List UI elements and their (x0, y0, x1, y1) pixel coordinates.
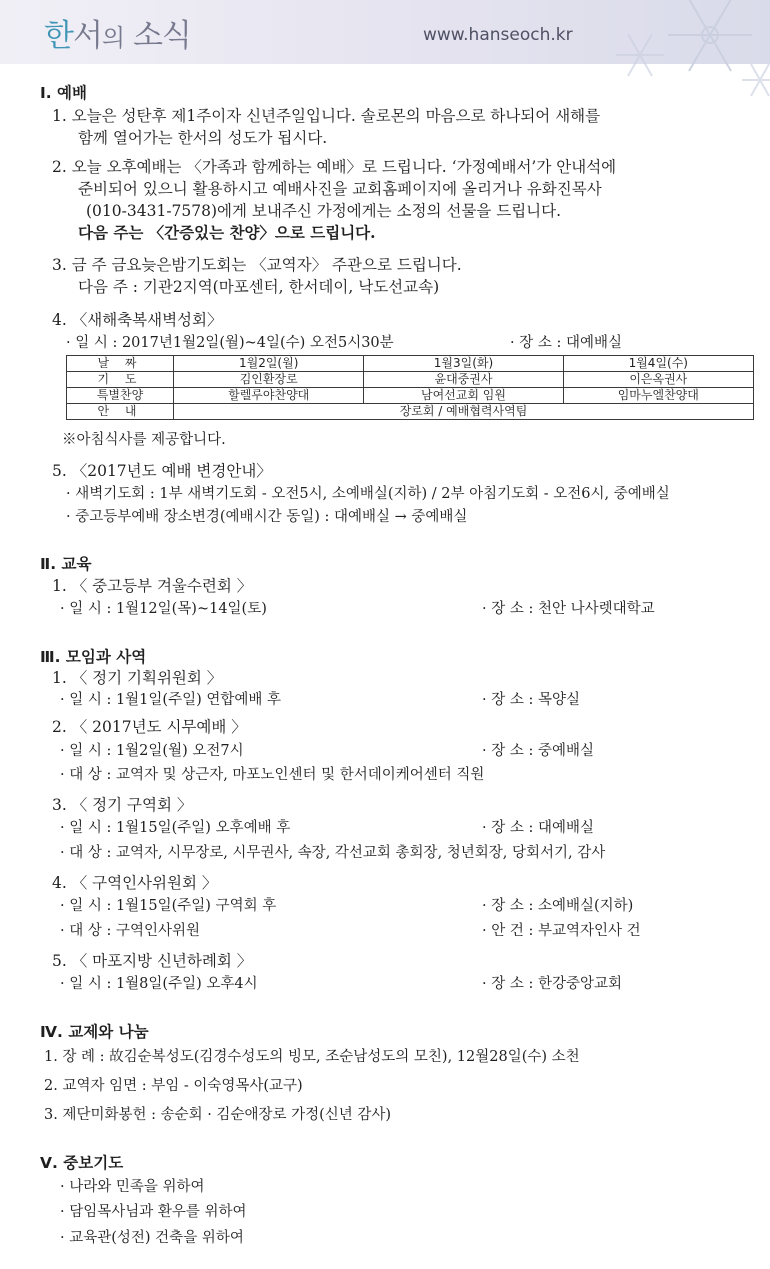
meeting-item-1-place: · 장 소 : 목양실 (482, 692, 580, 708)
fellowship-item-2: 2. 교역자 임면 : 부임 - 이숙영목사(교구) (44, 1078, 303, 1094)
worship-item-5-line3: · 중고등부예배 장소변경(예배시간 동일) : 대예배실 → 중예배실 (66, 509, 468, 525)
table-cell: 1월3일(화) (364, 356, 563, 372)
table-cell: 할렐루야찬양대 (174, 388, 364, 404)
worship-item-4-title: 4. 〈새해축복새벽성회〉 (52, 311, 223, 329)
prayer-item-2: · 담임목사님과 환우를 위하여 (60, 1204, 247, 1220)
table-row (67, 388, 754, 404)
meeting-item-4-agenda: · 안 건 : 부교역자인사 건 (482, 923, 641, 939)
worship-item-3-line1: 3. 금 주 금요늦은밤기도회는 〈교역자〉 주관으로 드립니다. (52, 256, 462, 274)
education-item-1-title: 1. 〈 중고등부 겨울수련회 〉 (52, 577, 253, 595)
prayer-item-1: · 나라와 민족을 위하여 (60, 1179, 205, 1195)
meeting-item-2-target: · 대 상 : 교역자 및 상근자, 마포노인센터 및 한서데이케어센터 직원 (60, 767, 485, 783)
meeting-item-1-title: 1. 〈 정기 기획위원회 〉 (52, 669, 223, 687)
meeting-item-4-place: · 장 소 : 소예배실(지하) (482, 898, 634, 914)
worship-item-2-line4: 다음 주는 〈간증있는 찬양〉으로 드립니다. (78, 223, 376, 242)
worship-item-2-line2: 준비되어 있으니 활용하시고 예배사진을 교회홈페이지에 올리거나 유화진목사 (78, 180, 602, 198)
table-cell: 윤대중권사 (364, 372, 563, 388)
meeting-item-3-place: · 장 소 : 대예배실 (482, 820, 594, 836)
meeting-item-4-date: · 일 시 : 1월15일(주일) 구역회 후 (60, 898, 277, 914)
meeting-item-4-title: 4. 〈 구역인사위원회 〉 (52, 874, 218, 892)
table-cell: 임마누엘찬양대 (563, 388, 753, 404)
education-item-1-place: · 장 소 : 천안 나사렛대학교 (482, 601, 655, 617)
meeting-item-4-target: · 대 상 : 구역인사위원 (60, 923, 200, 939)
table-cell: 김인환장로 (174, 372, 364, 388)
dawn-service-table (66, 355, 754, 420)
worship-item-2-line3: (010-3431-7578)에게 보내주신 가정에게는 소정의 선물을 드립니다. (86, 202, 562, 220)
meeting-item-3-date: · 일 시 : 1월15일(주일) 오후예배 후 (60, 820, 291, 836)
prayer-item-3: · 교육관(성전) 건축을 위하여 (60, 1230, 244, 1246)
table-cell: 1월2일(월) (174, 356, 364, 372)
table-header-cell: 기 도 (67, 372, 174, 388)
meeting-item-2-place: · 장 소 : 중예배실 (482, 743, 594, 759)
meeting-item-5-date: · 일 시 : 1월8일(주일) 오후4시 (60, 976, 258, 992)
fellowship-item-3: 3. 제단미화봉헌 : 송순회 · 김순애장로 가정(신년 감사) (44, 1107, 392, 1123)
meeting-item-2-title: 2. 〈 2017년도 시무예배 〉 (52, 718, 247, 736)
worship-item-5-title: 5. 〈2017년도 예배 변경안내〉 (52, 462, 272, 480)
meeting-item-1-date: · 일 시 : 1월1일(주일) 연합예배 후 (60, 692, 281, 708)
table-header-cell: 안 내 (67, 404, 174, 420)
worship-item-1-line1: 1. 오늘은 성탄후 제1주이자 신년주일입니다. 솔로몬의 마음으로 하나되어 새해를 (52, 107, 601, 125)
table-cell: 장로회 / 예배협력사역팀 (174, 404, 754, 420)
meeting-item-5-title: 5. 〈 마포지방 신년하례회 〉 (52, 952, 253, 970)
table-cell: 1월4일(수) (563, 356, 753, 372)
meeting-item-3-target: · 대 상 : 교역자, 시무장로, 시무권사, 속장, 각선교회 총회장, 청년회장, 당회서기, 감사 (60, 845, 606, 861)
table-cell: 남여선교회 임원 (364, 388, 563, 404)
table-row (67, 356, 754, 372)
section-prayer-title: Ⅴ. 중보기도 (40, 1154, 124, 1172)
website-url[interactable]: www.hanseoch.kr (423, 25, 573, 45)
section-education-title: Ⅱ. 교육 (40, 555, 92, 573)
table-cell: 이은옥권사 (563, 372, 753, 388)
worship-item-5-line2: · 새벽기도회 : 1부 새벽기도회 - 오전5시, 소예배실(지하) / 2부 아침기도회 - 오전6시, 중예배실 (66, 486, 670, 502)
meeting-item-3-title: 3. 〈 정기 구역회 〉 (52, 796, 193, 814)
dawn-service-place: · 장 소 : 대예배실 (510, 335, 622, 351)
worship-item-3-line2: 다음 주 : 기관2지역(마포센터, 한서데이, 낙도선교속) (78, 278, 440, 296)
meeting-item-5-place: · 장 소 : 한강중앙교회 (482, 976, 622, 992)
table-header-cell: 특별찬양 (67, 388, 174, 404)
header-banner (0, 0, 770, 64)
meeting-item-2-date: · 일 시 : 1월2일(월) 오전7시 (60, 743, 244, 759)
section-meetings-title: Ⅲ. 모임과 사역 (40, 648, 147, 666)
snowflake-icon (600, 0, 770, 105)
newsletter-logo: 한서의 소식 (44, 18, 191, 54)
section-fellowship-title: Ⅳ. 교제와 나눔 (40, 1023, 149, 1041)
dawn-service-date: · 일 시 : 2017년1월2일(월)~4일(수) 오전5시30분 (66, 335, 394, 351)
worship-item-1-line2: 함께 열어가는 한서의 성도가 됩시다. (78, 129, 328, 147)
table-row (67, 372, 754, 388)
table-header-cell: 날 짜 (67, 356, 174, 372)
fellowship-item-1: 1. 장 례 : 故김순복성도(김경수성도의 빙모, 조순남성도의 모친), 12월28일(수) 소천 (44, 1049, 580, 1065)
section-worship-title: Ⅰ. 예배 (40, 84, 87, 102)
education-item-1-date: · 일 시 : 1월12일(목)~14일(토) (60, 601, 267, 617)
worship-item-2-line1: 2. 오늘 오후예배는 〈가족과 함께하는 예배〉로 드립니다. ‘가정예배서’가 안내석에 (52, 158, 617, 176)
table-row (67, 404, 754, 420)
breakfast-note: ※아침식사를 제공합니다. (62, 432, 226, 448)
